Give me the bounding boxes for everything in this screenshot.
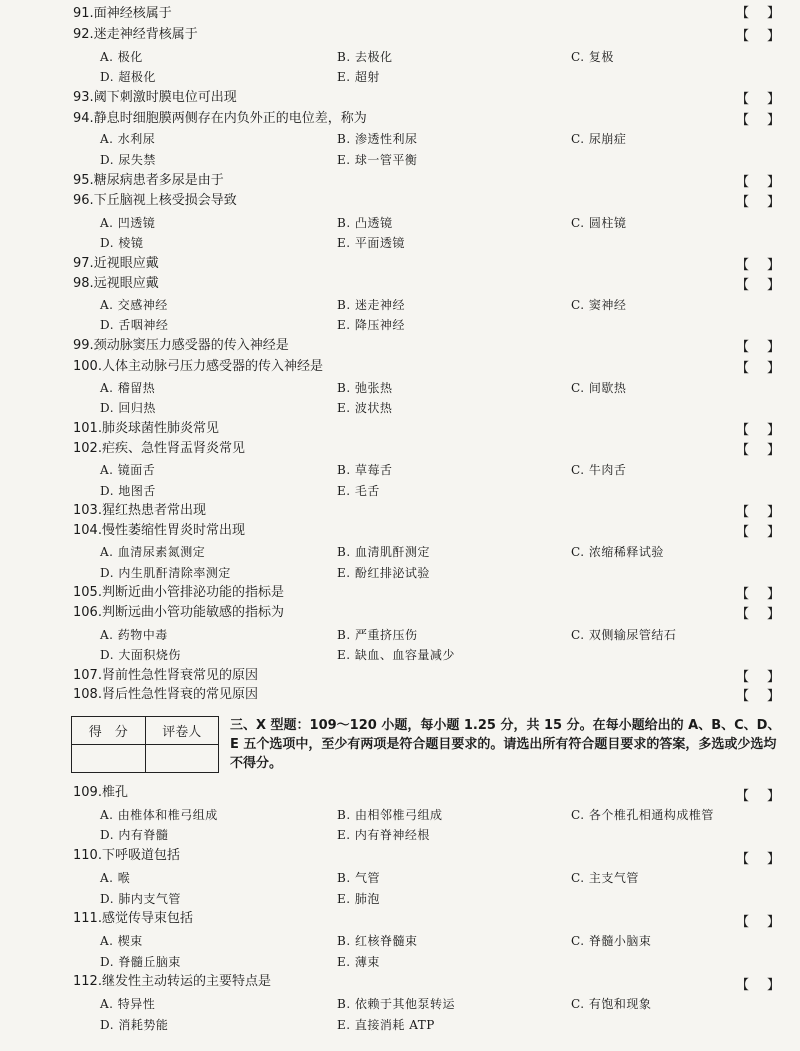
- option-e: E. 薄束: [337, 955, 380, 969]
- option-b: B. 严重挤压伤: [337, 628, 418, 642]
- option-e: E. 酚红排泌试验: [337, 566, 430, 580]
- option-a: A. 交感神经: [100, 298, 168, 312]
- question-101: 101.肺炎球菌性肺炎常见: [73, 421, 219, 436]
- answer-bracket[interactable]: 【 】: [736, 258, 780, 273]
- option-d: D. 回归热: [100, 401, 156, 415]
- option-b: B. 弛张热: [337, 381, 393, 395]
- option-a: A. 镜面舌: [100, 463, 156, 477]
- option-d: D. 脊髓丘脑束: [100, 955, 181, 969]
- option-d: D. 消耗势能: [100, 1018, 169, 1032]
- option-b: B. 渗透性利尿: [337, 132, 418, 146]
- question-97: 97.近视眼应戴: [73, 256, 159, 271]
- option-a: A. 水利尿: [100, 132, 156, 146]
- option-e: E. 超射: [337, 70, 380, 84]
- option-c: C. 各个椎孔相通构成椎管: [571, 808, 714, 822]
- answer-bracket[interactable]: 【 】: [736, 852, 780, 867]
- section-instructions: 三、X 型题：109～120 小题，每小题 1.25 分，共 15 分。在每小题给出的 A、B、C、D、E 五个选项中，至少有两项是符合题目要求的。请选出所有符合题目要求的答案，多选或少选均不得分。: [230, 718, 781, 771]
- option-c: C. 脊髓小脑束: [571, 934, 652, 948]
- option-c: C. 浓缩稀释试验: [571, 545, 664, 559]
- question-103: 103.猩红热患者常出现: [73, 503, 206, 518]
- answer-bracket[interactable]: 【 】: [736, 175, 780, 190]
- grader-cell[interactable]: [145, 745, 219, 773]
- option-d: D. 舌咽神经: [100, 318, 169, 332]
- option-d: D. 大面积烧伤: [100, 648, 181, 662]
- answer-bracket[interactable]: 【 】: [736, 443, 780, 458]
- option-c: C. 双侧输尿管结石: [571, 628, 677, 642]
- option-a: A. 凹透镜: [100, 216, 156, 230]
- answer-bracket[interactable]: 【 】: [736, 525, 780, 540]
- question-92: 92.迷走神经背核属于: [73, 27, 198, 42]
- answer-bracket[interactable]: 【 】: [736, 29, 780, 44]
- option-a: A. 极化: [100, 50, 143, 64]
- option-e: E. 缺血、血容量减少: [337, 648, 455, 662]
- option-e: E. 球一管平衡: [337, 153, 418, 167]
- option-e: E. 降压神经: [337, 318, 405, 332]
- score-table: [71, 716, 219, 773]
- option-a: A. 血清尿素氮测定: [100, 545, 206, 559]
- question-99: 99.颈动脉窦压力感受器的传入神经是: [73, 338, 289, 353]
- score-cell[interactable]: [72, 745, 146, 773]
- option-e: E. 肺泡: [337, 892, 380, 906]
- option-b: B. 气管: [337, 871, 380, 885]
- answer-bracket[interactable]: 【 】: [736, 423, 780, 438]
- question-106: 106.判断远曲小管功能敏感的指标为: [73, 605, 284, 620]
- question-111: 111.感觉传导束包括: [73, 911, 193, 926]
- option-c: C. 主支气管: [571, 871, 639, 885]
- option-b: B. 去极化: [337, 50, 393, 64]
- answer-bracket[interactable]: 【 】: [736, 92, 780, 107]
- option-b: B. 红核脊髓束: [337, 934, 418, 948]
- option-d: D. 内有脊髓: [100, 828, 169, 842]
- question-109: 109.椎孔: [73, 785, 128, 800]
- option-e: E. 内有脊神经根: [337, 828, 430, 842]
- answer-bracket[interactable]: 【 】: [736, 505, 780, 520]
- option-a: A. 楔束: [100, 934, 143, 948]
- option-e: E. 毛舌: [337, 484, 380, 498]
- option-b: B. 草莓舌: [337, 463, 393, 477]
- option-e: E. 波状热: [337, 401, 393, 415]
- option-b: B. 由相邻椎弓组成: [337, 808, 443, 822]
- option-c: C. 窦神经: [571, 298, 627, 312]
- answer-bracket[interactable]: 【 】: [736, 915, 780, 930]
- answer-bracket[interactable]: 【 】: [736, 978, 780, 993]
- option-c: C. 尿崩症: [571, 132, 627, 146]
- answer-bracket[interactable]: 【 】: [736, 670, 780, 685]
- answer-bracket[interactable]: 【 】: [736, 113, 780, 128]
- option-e: E. 直接消耗 ATP: [337, 1018, 435, 1032]
- question-93: 93.阈下刺激时膜电位可出现: [73, 90, 237, 105]
- question-105: 105.判断近曲小管排泌功能的指标是: [73, 585, 284, 600]
- question-112: 112.继发性主动转运的主要特点是: [73, 974, 271, 989]
- score-label: 得 分: [72, 717, 146, 745]
- option-b: B. 血清肌酐测定: [337, 545, 430, 559]
- question-100: 100.人体主动脉弓压力感受器的传入神经是: [73, 359, 323, 374]
- grader-label: 评卷人: [145, 717, 219, 745]
- option-d: D. 内生肌酐清除率测定: [100, 566, 231, 580]
- option-a: A. 药物中毒: [100, 628, 168, 642]
- option-b: B. 凸透镜: [337, 216, 393, 230]
- option-d: D. 棱镜: [100, 236, 144, 250]
- option-e: E. 平面透镜: [337, 236, 405, 250]
- option-d: D. 肺内支气管: [100, 892, 181, 906]
- answer-bracket[interactable]: 【 】: [736, 6, 780, 21]
- answer-bracket[interactable]: 【 】: [736, 607, 780, 622]
- option-c: C. 复极: [571, 50, 614, 64]
- option-d: D. 尿失禁: [100, 153, 156, 167]
- question-95: 95.糖尿病患者多尿是由于: [73, 173, 224, 188]
- option-c: C. 圆柱镜: [571, 216, 627, 230]
- question-110: 110.下呼吸道包括: [73, 848, 180, 863]
- question-98: 98.远视眼应戴: [73, 276, 159, 291]
- option-a: A. 喉: [100, 871, 131, 885]
- answer-bracket[interactable]: 【 】: [736, 789, 780, 804]
- option-d: D. 超极化: [100, 70, 156, 84]
- answer-bracket[interactable]: 【 】: [736, 278, 780, 293]
- question-107: 107.肾前性急性肾衰常见的原因: [73, 668, 258, 683]
- option-b: B. 依赖于其他泵转运: [337, 997, 455, 1011]
- question-96: 96.下丘脑视上核受损会导致: [73, 193, 237, 208]
- option-c: C. 牛肉舌: [571, 463, 627, 477]
- option-a: A. 稽留热: [100, 381, 156, 395]
- option-c: C. 间歇热: [571, 381, 627, 395]
- question-108: 108.肾后性急性肾衰的常见原因: [73, 687, 258, 702]
- answer-bracket[interactable]: 【 】: [736, 340, 780, 355]
- option-b: B. 迷走神经: [337, 298, 405, 312]
- question-91: 91.面神经核属于: [73, 6, 172, 21]
- question-102: 102.疟疾、急性肾盂肾炎常见: [73, 441, 245, 456]
- option-d: D. 地图舌: [100, 484, 156, 498]
- option-a: A. 特异性: [100, 997, 156, 1011]
- option-a: A. 由椎体和椎弓组成: [100, 808, 218, 822]
- option-c: C. 有饱和现象: [571, 997, 652, 1011]
- question-104: 104.慢性萎缩性胃炎时常出现: [73, 523, 245, 538]
- answer-bracket[interactable]: 【 】: [736, 689, 780, 704]
- answer-bracket[interactable]: 【 】: [736, 195, 780, 210]
- answer-bracket[interactable]: 【 】: [736, 587, 780, 602]
- question-94: 94.静息时细胞膜两侧存在内负外正的电位差，称为: [73, 111, 367, 126]
- answer-bracket[interactable]: 【 】: [736, 361, 780, 376]
